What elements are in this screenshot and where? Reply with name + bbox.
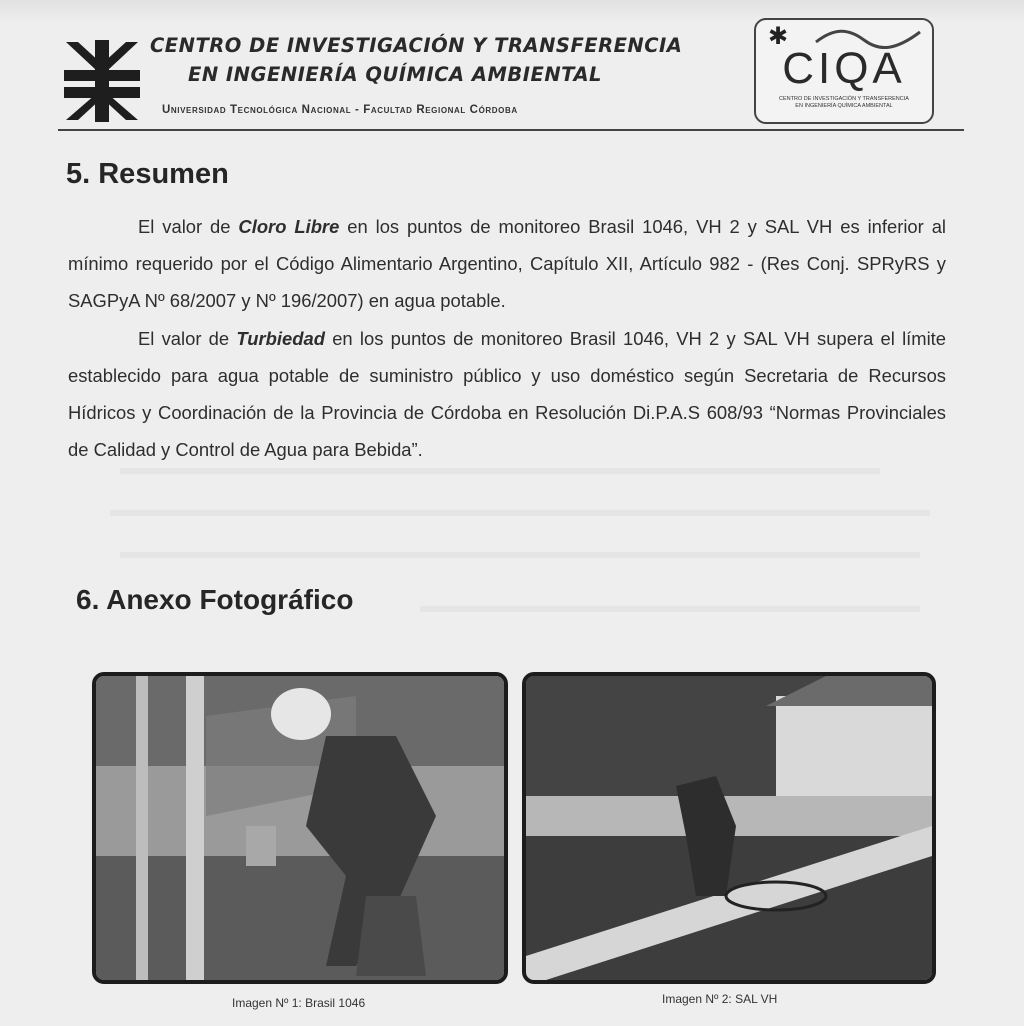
header-divider	[58, 129, 964, 131]
term-turbiedad: Turbiedad	[236, 328, 325, 349]
bleed-through-mark	[120, 552, 920, 558]
photo-sal-vh	[522, 672, 936, 984]
section-title-anexo: 6. Anexo Fotográfico	[76, 584, 354, 615]
photo-caption: Imagen Nº 1: Brasil 1046	[232, 996, 366, 1010]
bleed-through-mark	[110, 510, 930, 516]
bleed-through-mark	[420, 606, 920, 612]
ciqa-logo-subtitle: CENTRO DE INVESTIGACIÓN Y TRANSFERENCIA EN INGENIERÍA QUÍMICA AMBIENTAL	[779, 96, 909, 109]
bleed-through-mark	[120, 468, 880, 474]
ciqa-logo-text: CIQA	[782, 44, 906, 93]
paragraph-turbiedad: El valor de Turbiedad en los puntos de monitoreo Brasil 1046, VH 2 y SAL VH supera el límite establecido para agua potable de suministro público y uso doméstico según Secretaria de Recursos Hídricos y Coordinación de la Provincia de Córdoba en Resolución Di.P.A.S 608/93 “Normas Provinciales de Calidad y Control de Agua para Bebida”.	[68, 328, 947, 460]
paragraph-cloro-libre: El valor de Cloro Libre en los puntos de monitoreo Brasil 1046, VH 2 y SAL VH es inferior al mínimo requerido por el Código Alimentario Argentino, Capítulo XII, Artículo 982 - (Res Conj. SPRyRS y SAGPyA Nº 68/2007 y Nº 196/2007) en agua potable.	[68, 216, 947, 311]
term-cloro-libre: Cloro Libre	[238, 216, 340, 237]
university-name: Universidad Tecnológica Nacional - Facultad Regional Córdoba	[162, 104, 518, 116]
utn-logo	[64, 40, 140, 122]
asterisk-icon: ✱	[768, 23, 789, 50]
section-title-resumen: 5. Resumen	[66, 158, 229, 190]
photo-brasil-1046	[92, 672, 508, 984]
institution-name-line2: EN INGENIERÍA QUÍMICA AMBIENTAL	[188, 63, 602, 86]
photo-caption: Imagen Nº 2: SAL VH	[662, 992, 778, 1006]
institution-name-line1: CENTRO DE INVESTIGACIÓN Y TRANSFERENCIA	[150, 34, 683, 57]
ciqa-logo	[754, 18, 934, 124]
